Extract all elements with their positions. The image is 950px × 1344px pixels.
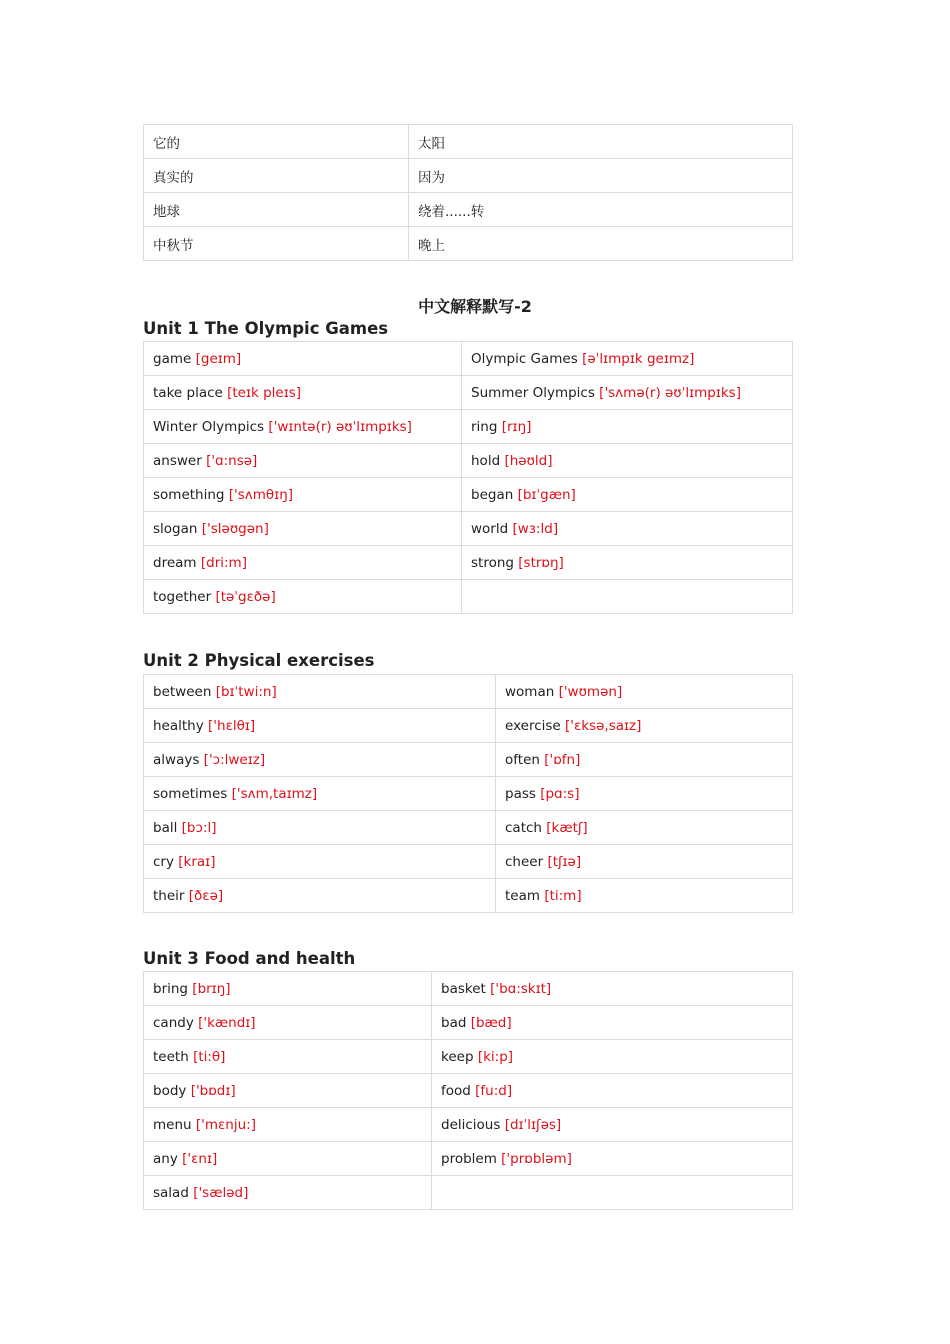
vocab-cell (432, 1074, 793, 1108)
vocab-cell (496, 811, 793, 845)
table-row (144, 1108, 793, 1142)
unit-1-vocab-table (143, 341, 793, 614)
vocab-ipa: [ðɛə] (188, 887, 224, 904)
vocab-ipa: [wɜ:ld] (512, 520, 559, 537)
vocab-cell (144, 410, 462, 444)
vocab-ipa: [bɔ:l] (181, 819, 217, 836)
vocab-ipa: [ki:p] (477, 1048, 514, 1065)
vocab-cell (144, 845, 496, 879)
vocab-word: healthy (153, 717, 204, 734)
vocab-cell (496, 675, 793, 709)
vocab-ipa: [ti:m] (544, 887, 582, 904)
vocab-cell (432, 972, 793, 1006)
unit-title: Unit 3 Food and health (143, 949, 356, 968)
vocab-ipa: ['bɒdɪ] (190, 1082, 236, 1099)
table-cell: 真实的 (144, 159, 409, 193)
vocab-cell (462, 444, 793, 478)
vocab-cell (432, 1108, 793, 1142)
table-row (144, 1040, 793, 1074)
vocab-ipa: [təˈgɛðə] (215, 588, 276, 605)
unit-title: Unit 1 The Olympic Games (143, 319, 389, 338)
unit-3-vocab-table (143, 971, 793, 1210)
vocab-ipa: ['sʌmə(r) əʊˈlɪmpɪks] (599, 384, 741, 401)
vocab-cell (144, 1074, 432, 1108)
vocab-cell (462, 376, 793, 410)
vocab-cell (462, 546, 793, 580)
vocab-cell (432, 1040, 793, 1074)
table-row (144, 546, 793, 580)
vocab-cell (144, 512, 462, 546)
table-row (144, 410, 793, 444)
vocab-word: food (441, 1082, 471, 1099)
vocab-cell (144, 580, 462, 614)
vocab-cell (496, 777, 793, 811)
vocab-cell (144, 777, 496, 811)
vocab-word: exercise (505, 717, 561, 734)
vocab-cell (144, 709, 496, 743)
vocab-word: something (153, 486, 225, 503)
unit-title: Unit 2 Physical exercises (143, 651, 375, 670)
table-row (144, 675, 793, 709)
table-row (144, 709, 793, 743)
vocab-word: problem (441, 1150, 497, 1167)
table-row (144, 342, 793, 376)
vocab-word: bring (153, 980, 188, 997)
vocab-ipa: [geɪm] (195, 350, 242, 367)
vocab-word: together (153, 588, 212, 605)
vocab-word: strong (471, 554, 514, 571)
vocab-ipa: [həʊld] (504, 452, 553, 469)
table-cell: 因为 (409, 159, 793, 193)
vocab-ipa: [dri:m] (200, 554, 247, 571)
vocab-ipa: [tʃɪə] (547, 853, 582, 870)
vocab-word: often (505, 751, 540, 768)
vocab-cell (144, 342, 462, 376)
vocab-ipa: [rɪŋ] (501, 418, 532, 435)
vocab-cell (144, 879, 496, 913)
vocab-word: between (153, 683, 212, 700)
vocab-ipa: [bæd] (470, 1014, 512, 1031)
vocab-ipa: [kraɪ] (178, 853, 216, 870)
vocab-word: Winter Olympics (153, 418, 265, 435)
vocab-cell (462, 342, 793, 376)
vocab-word: world (471, 520, 509, 537)
vocab-cell (144, 1142, 432, 1176)
table-row (144, 512, 793, 546)
table-cell: 它的 (144, 125, 409, 159)
table-row (144, 972, 793, 1006)
vocab-ipa: [dɪˈlɪʃəs] (504, 1116, 562, 1133)
table-row (144, 845, 793, 879)
vocab-word: team (505, 887, 541, 904)
vocab-word: pass (505, 785, 536, 802)
intro-vocab-table (143, 124, 793, 261)
table-row (144, 1074, 793, 1108)
vocab-cell (144, 972, 432, 1006)
vocab-cell (462, 512, 793, 546)
vocab-word: any (153, 1150, 178, 1167)
vocab-ipa: [ti:θ] (193, 1048, 226, 1065)
vocab-ipa: ['ɛksə,saɪz] (565, 717, 642, 734)
vocab-word: began (471, 486, 514, 503)
vocab-word: body (153, 1082, 187, 1099)
table-row (144, 159, 793, 193)
table-cell: 地球 (144, 193, 409, 227)
vocab-ipa: [fu:d] (475, 1082, 513, 1099)
vocab-ipa: ['ɒfn] (544, 751, 581, 768)
vocab-ipa: [əˈlɪmpɪk geɪmz] (582, 350, 695, 367)
table-row (144, 777, 793, 811)
table-row (144, 743, 793, 777)
vocab-word: catch (505, 819, 542, 836)
table-cell: 中秋节 (144, 227, 409, 261)
vocab-ipa: ['ɛnɪ] (182, 1150, 218, 1167)
vocab-word: salad (153, 1184, 189, 1201)
table-cell: 太阳 (409, 125, 793, 159)
vocab-ipa: ['mɛnju:] (195, 1116, 256, 1133)
vocab-word: menu (153, 1116, 192, 1133)
vocab-ipa: ['sʌmθɪŋ] (228, 486, 294, 503)
vocab-word: cheer (505, 853, 544, 870)
vocab-cell (144, 1040, 432, 1074)
vocab-cell (144, 1108, 432, 1142)
vocab-ipa: ['wɪntə(r) əʊˈlɪmpɪks] (268, 418, 412, 435)
vocab-word: take place (153, 384, 223, 401)
vocab-cell (496, 879, 793, 913)
vocab-cell (496, 709, 793, 743)
vocab-word: basket (441, 980, 486, 997)
vocab-word: Olympic Games (471, 350, 578, 367)
vocab-cell (432, 1142, 793, 1176)
vocab-word: hold (471, 452, 501, 469)
section-title: 中文解释默写-2 (418, 297, 532, 316)
vocab-ipa: ['sæləd] (193, 1184, 249, 1201)
vocab-word: delicious (441, 1116, 501, 1133)
vocab-ipa: ['ɔ:lweɪz] (203, 751, 266, 768)
vocab-ipa: ['sləʊgən] (201, 520, 269, 537)
vocab-ipa: ['hɛlθɪ] (208, 717, 256, 734)
vocab-word: dream (153, 554, 197, 571)
vocab-ipa: ['bɑ:skɪt] (490, 980, 552, 997)
vocab-cell (496, 845, 793, 879)
table-row (144, 879, 793, 913)
table-row (144, 811, 793, 845)
vocab-cell (144, 376, 462, 410)
vocab-ipa: ['ɑ:nsə] (206, 452, 258, 469)
vocab-ipa: [pɑ:s] (540, 785, 580, 802)
vocab-word: ball (153, 819, 178, 836)
vocab-cell (144, 1176, 432, 1210)
table-row (144, 376, 793, 410)
vocab-word: slogan (153, 520, 198, 537)
vocab-word: teeth (153, 1048, 189, 1065)
unit-2-vocab-table (143, 674, 793, 913)
vocab-cell (144, 743, 496, 777)
vocab-word: woman (505, 683, 555, 700)
vocab-cell (496, 743, 793, 777)
table-row (144, 125, 793, 159)
vocab-ipa: [brɪŋ] (192, 980, 231, 997)
vocab-word: candy (153, 1014, 194, 1031)
table-row (144, 444, 793, 478)
vocab-ipa: ['sʌm,taɪmz] (231, 785, 318, 802)
table-row (144, 580, 793, 614)
vocab-cell (144, 675, 496, 709)
vocab-word: ring (471, 418, 498, 435)
empty-cell (432, 1176, 793, 1210)
vocab-ipa: ['prɒbləm] (501, 1150, 572, 1167)
vocab-word: Summer Olympics (471, 384, 595, 401)
table-cell: 绕着......转 (409, 193, 793, 227)
vocab-cell (144, 546, 462, 580)
table-row (144, 227, 793, 261)
table-row (144, 1176, 793, 1210)
vocab-cell (144, 811, 496, 845)
vocab-cell (462, 478, 793, 512)
table-row (144, 1142, 793, 1176)
vocab-ipa: [kætʃ] (546, 819, 588, 836)
vocab-ipa: [bɪˈtwi:n] (215, 683, 277, 700)
vocab-word: game (153, 350, 192, 367)
table-cell: 晚上 (409, 227, 793, 261)
vocab-cell (144, 478, 462, 512)
vocab-word: answer (153, 452, 202, 469)
vocab-ipa: [teɪk pleɪs] (227, 384, 302, 401)
vocab-cell (144, 1006, 432, 1040)
vocab-word: bad (441, 1014, 467, 1031)
vocab-cell (144, 444, 462, 478)
vocab-cell (432, 1006, 793, 1040)
table-row (144, 478, 793, 512)
vocab-ipa: ['wʊmən] (558, 683, 623, 700)
vocab-ipa: ['kændɪ] (198, 1014, 256, 1031)
vocab-ipa: [bɪˈgæn] (517, 486, 576, 503)
vocab-word: keep (441, 1048, 474, 1065)
table-row (144, 1006, 793, 1040)
vocab-ipa: [strɒŋ] (518, 554, 564, 571)
vocab-cell (462, 410, 793, 444)
table-row (144, 193, 793, 227)
empty-cell (462, 580, 793, 614)
vocab-word: sometimes (153, 785, 228, 802)
vocab-word: cry (153, 853, 174, 870)
vocab-word: their (153, 887, 185, 904)
vocab-word: always (153, 751, 200, 768)
